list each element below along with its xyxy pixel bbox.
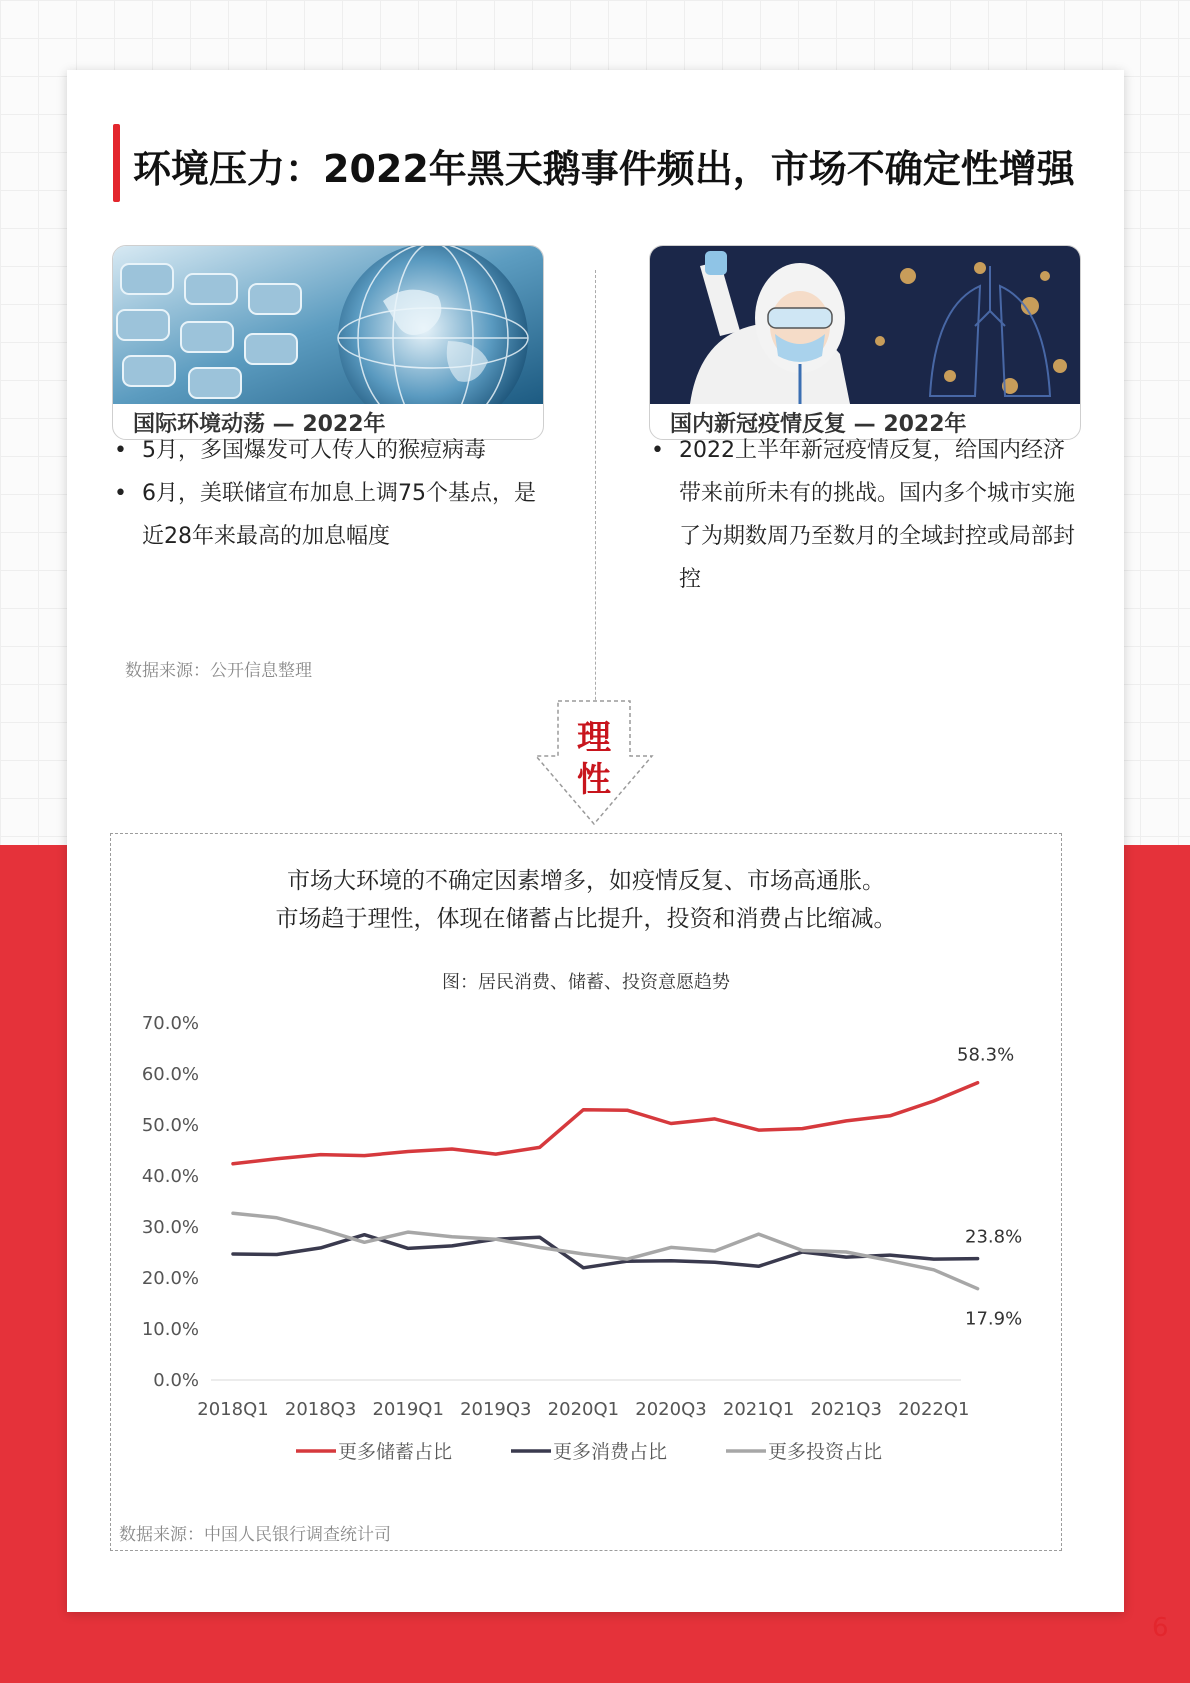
x-tick-label: 2019Q3 [460, 1399, 532, 1420]
source-note: 数据来源：中国人民银行调查统计司 [119, 1525, 391, 1545]
source-note: 数据来源：公开信息整理 [125, 661, 312, 681]
x-tick-label: 2018Q3 [284, 1399, 357, 1420]
bullet-item: • 2022上半年新冠疫情反复，给国内经济带来前所未有的挑战。国内多个城市实施了为期数周乃至数月的全域封控或局部封控 [649, 429, 1079, 601]
page-title: 环境压力：2022年黑天鹅事件频出，市场不确定性增强 [133, 147, 1075, 191]
international-environment-panel [112, 245, 544, 440]
data-label: 58.3% [957, 1044, 1015, 1066]
x-tick-label: 2018Q1 [197, 1399, 269, 1420]
chart-title: 图：居民消费、储蓄、投资意愿趋势 [442, 972, 730, 993]
summary-line: 市场趋于理性，体现在储蓄占比提升，投资和消费占比缩减。 [275, 906, 897, 932]
x-tick-label: 2022Q1 [898, 1399, 970, 1420]
y-tick-label: 20.0% [141, 1268, 199, 1289]
x-tick-label: 2021Q3 [810, 1399, 882, 1420]
data-label: 17.9% [965, 1308, 1023, 1330]
series-line-0 [233, 1083, 978, 1164]
y-tick-label: 30.0% [141, 1217, 199, 1238]
y-tick-label: 50.0% [141, 1115, 199, 1136]
x-tick-label: 2019Q1 [372, 1399, 444, 1420]
left-bullet-list [112, 429, 542, 558]
bullet-item: • 5月，多国爆发可人传人的猴痘病毒 [112, 429, 542, 472]
page-number: 6 [1152, 1613, 1169, 1643]
y-tick-label: 70.0% [141, 1013, 199, 1034]
x-tick-label: 2020Q3 [635, 1399, 707, 1420]
y-tick-label: 40.0% [141, 1166, 199, 1187]
line-chart [111, 999, 1061, 1499]
series-line-2 [233, 1213, 978, 1289]
covid-illustration-image [650, 246, 1080, 404]
x-tick-label: 2020Q1 [547, 1399, 620, 1420]
legend-label: 更多投资占比 [768, 1441, 883, 1463]
y-tick-label: 10.0% [141, 1319, 199, 1340]
page-card [67, 70, 1169, 1643]
y-tick-label: 0.0% [153, 1370, 199, 1391]
title-accent-bar [113, 124, 120, 202]
series-line-1 [233, 1235, 978, 1268]
bullet-item: • 6月，美联储宣布加息上调75个基点，是近28年来最高的加息幅度 [112, 472, 542, 558]
x-tick-label: 2021Q1 [722, 1399, 795, 1420]
right-bullet-list [649, 429, 1079, 601]
legend-label: 更多消费占比 [553, 1441, 668, 1463]
y-tick-label: 60.0% [141, 1064, 199, 1085]
legend-label: 更多储蓄占比 [338, 1441, 453, 1463]
panel-divider [595, 270, 596, 750]
data-label: 23.8% [965, 1226, 1023, 1248]
down-arrow-icon [534, 700, 654, 826]
summary-line: 市场大环境的不确定因素增多，如疫情反复、市场高通胀。 [287, 868, 885, 894]
panel-label: 国内新冠疫情反复 — 2022年 [670, 412, 967, 437]
domestic-covid-panel [649, 245, 1081, 440]
arrow-text: 性 [577, 760, 611, 800]
arrow-text: 理 [577, 718, 611, 758]
panel-label: 国际环境动荡 — 2022年 [133, 412, 386, 437]
chart-container [110, 833, 1062, 1551]
globe-calculator-image [113, 246, 543, 404]
